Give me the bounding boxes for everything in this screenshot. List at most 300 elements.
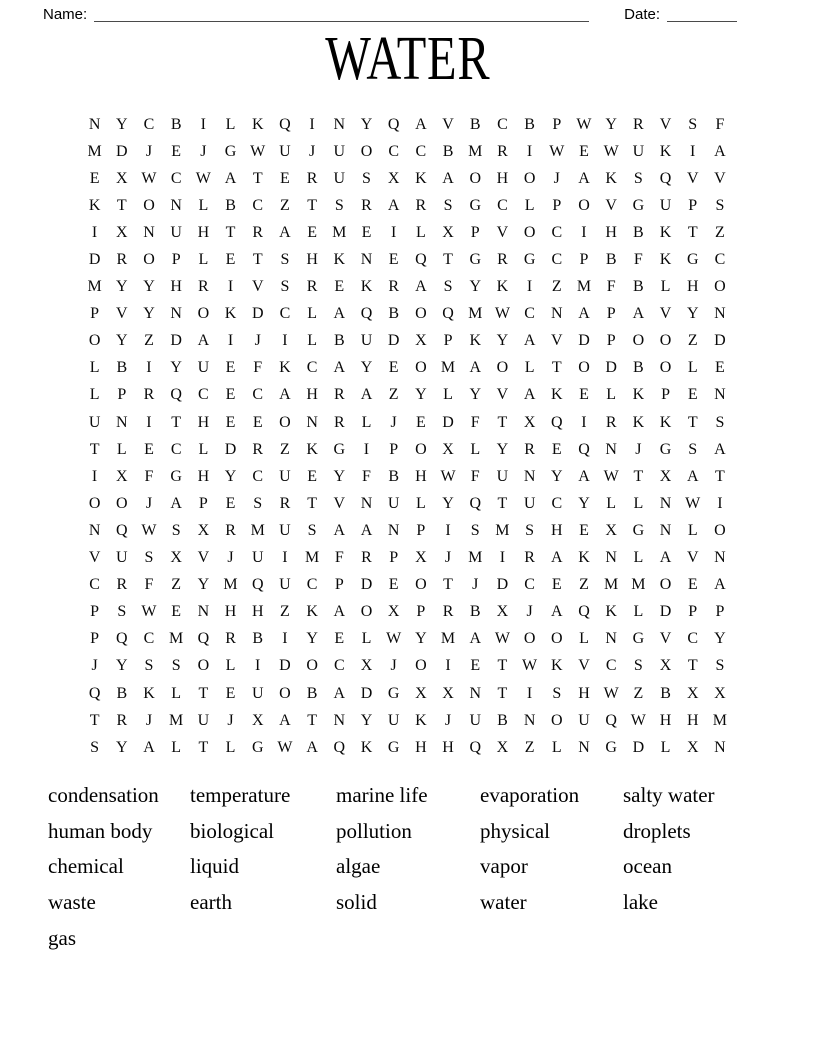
grid-cell: E <box>307 223 317 241</box>
grid-cell: E <box>551 440 562 458</box>
grid-cell: X <box>442 223 454 241</box>
grid-cell: N <box>714 305 726 323</box>
grid-cell: H <box>251 603 264 621</box>
grid-cell: S <box>144 549 154 567</box>
grid-cell: J <box>444 549 452 567</box>
grid-cell: R <box>333 413 345 431</box>
grid-cell: L <box>171 684 182 702</box>
grid-cell: U <box>197 359 210 377</box>
grid-cell: M <box>440 630 456 648</box>
grid-row <box>81 517 734 544</box>
grid-cell: C <box>198 386 209 404</box>
name-label: Name: <box>43 6 88 23</box>
grid-cell: R <box>306 278 318 296</box>
grid-cell: T <box>89 711 100 729</box>
grid-cell: W <box>603 684 619 702</box>
grid-cell: B <box>170 115 182 133</box>
grid-cell: K <box>306 603 318 621</box>
grid-cell: W <box>141 169 157 187</box>
grid-cell: T <box>252 251 263 269</box>
date-label: Date: <box>624 6 660 23</box>
grid-cell: K <box>306 440 318 458</box>
grid-cell: L <box>89 386 100 404</box>
grid-cell: J <box>254 332 261 350</box>
grid-cell: O <box>469 169 481 187</box>
grid-cell: Y <box>116 115 128 133</box>
grid-cell: A <box>714 576 726 594</box>
grid-cell: Q <box>387 115 400 133</box>
grid-cell: Q <box>415 251 427 269</box>
grid-cell: K <box>88 196 101 214</box>
grid-cell: L <box>225 115 236 133</box>
grid-cell: M <box>169 630 184 648</box>
grid-cell: D <box>88 251 101 269</box>
grid-cell: C <box>551 251 563 269</box>
grid-cell: R <box>388 278 399 296</box>
grid-cell: C <box>497 196 508 214</box>
grid-row <box>81 382 734 409</box>
grid-cell: P <box>90 630 100 648</box>
grid-cell: A <box>333 603 346 621</box>
grid-cell: B <box>306 684 318 702</box>
grid-cell: R <box>252 223 264 241</box>
word-list-item: physical <box>480 818 550 843</box>
grid-cell: T <box>307 711 317 729</box>
grid-cell: B <box>497 711 508 729</box>
grid-cell: N <box>714 549 726 567</box>
grid-cell: G <box>605 738 617 756</box>
grid-cell: U <box>333 142 346 160</box>
grid-cell: G <box>469 196 481 214</box>
grid-row <box>81 165 734 192</box>
grid-cell: Y <box>469 386 481 404</box>
grid-cell: E <box>715 359 725 377</box>
word-list-item: algae <box>336 854 381 879</box>
grid-cell: U <box>279 576 291 594</box>
grid-cell: B <box>116 684 128 702</box>
grid-cell: Q <box>442 305 454 323</box>
grid-cell: T <box>687 657 698 675</box>
grid-cell: K <box>659 251 672 269</box>
grid-row <box>81 219 734 246</box>
grid-row <box>81 599 734 626</box>
grid-cell: L <box>198 251 209 269</box>
grid-cell: S <box>171 521 181 539</box>
grid-cell: J <box>472 576 479 594</box>
grid-cell: C <box>605 657 617 675</box>
grid-cell: A <box>632 305 645 323</box>
grid-cell: G <box>469 251 481 269</box>
grid-cell: R <box>252 440 264 458</box>
grid-cell: N <box>387 521 400 539</box>
grid-cell: P <box>443 332 453 350</box>
grid-cell: B <box>225 196 236 214</box>
grid-cell: E <box>388 251 399 269</box>
grid-cell: O <box>523 630 536 648</box>
grid-cell: T <box>551 359 562 377</box>
grid-cell: K <box>659 223 672 241</box>
grid-cell: S <box>144 657 154 675</box>
grid-cell: Y <box>360 359 373 377</box>
grid-cell: O <box>523 223 536 241</box>
grid-cell: W <box>576 115 592 133</box>
grid-cell: K <box>143 684 155 702</box>
grid-cell: M <box>332 223 347 241</box>
grid-cell: A <box>578 169 590 187</box>
grid-cell: J <box>200 142 207 160</box>
grid-cell: M <box>468 549 483 567</box>
grid-cell: Y <box>605 115 617 133</box>
word-list-item: ocean <box>623 854 672 879</box>
grid-cell: X <box>116 467 128 485</box>
grid-cell: E <box>252 413 263 431</box>
grid-cell: H <box>197 413 210 431</box>
grid-cell: B <box>442 142 454 160</box>
grid-cell: C <box>551 494 563 512</box>
grid-cell: D <box>224 440 237 458</box>
grid-cell: R <box>116 251 128 269</box>
grid-cell: J <box>390 413 397 431</box>
grid-cell: E <box>225 359 236 377</box>
grid-cell: C <box>143 115 155 133</box>
grid-cell: O <box>659 332 672 350</box>
grid-cell: F <box>334 549 344 567</box>
grid-cell: H <box>415 738 427 756</box>
grid-cell: A <box>659 549 672 567</box>
grid-cell: T <box>198 684 209 702</box>
grid-cell: O <box>279 684 291 702</box>
grid-cell: R <box>116 576 128 594</box>
grid-cell: I <box>526 684 533 702</box>
grid-cell: C <box>524 576 535 594</box>
grid-cell: Q <box>360 305 373 323</box>
grid-cell: H <box>224 603 237 621</box>
grid-cell: N <box>659 521 672 539</box>
grid-cell: S <box>443 278 453 296</box>
grid-cell: E <box>388 359 399 377</box>
grid-cell: N <box>360 251 373 269</box>
grid-cell: B <box>388 467 399 485</box>
grid-cell: S <box>280 278 290 296</box>
grid-cell: A <box>387 196 400 214</box>
grid-cell: I <box>309 115 315 133</box>
grid-cell: X <box>360 657 373 675</box>
grid-cell: X <box>197 521 210 539</box>
grid-cell: K <box>632 413 645 431</box>
grid-cell: S <box>688 440 698 458</box>
grid-cell: U <box>333 169 346 187</box>
grid-cell: E <box>470 657 481 675</box>
grid-cell: B <box>116 359 128 377</box>
grid-cell: Q <box>197 630 210 648</box>
grid-cell: O <box>523 169 536 187</box>
grid-cell: X <box>659 467 672 485</box>
grid-cell: E <box>388 576 399 594</box>
grid-cell: Y <box>578 494 590 512</box>
word-list-column <box>190 778 336 920</box>
grid-cell: U <box>279 142 291 160</box>
grid-cell: R <box>605 413 617 431</box>
grid-cell: D <box>387 332 400 350</box>
grid-cell: C <box>89 576 100 594</box>
grid-cell: Q <box>170 386 182 404</box>
grid-cell: J <box>227 711 234 729</box>
grid-cell: E <box>361 223 372 241</box>
grid-cell: C <box>143 630 155 648</box>
grid-cell: V <box>251 278 264 296</box>
grid-cell: M <box>712 711 728 729</box>
grid-cell: W <box>141 603 157 621</box>
word-list-item: gas <box>48 925 76 950</box>
grid-cell: P <box>470 223 480 241</box>
grid-cell: B <box>252 630 264 648</box>
grid-cell: H <box>605 223 617 241</box>
grid-cell: L <box>579 630 589 648</box>
grid-cell: N <box>333 115 346 133</box>
grid-cell: U <box>387 494 400 512</box>
grid-cell: R <box>633 115 644 133</box>
grid-cell: E <box>551 576 562 594</box>
grid-cell: I <box>581 413 587 431</box>
grid-cell: U <box>578 711 590 729</box>
grid-cell: M <box>169 711 184 729</box>
grid-cell: C <box>170 169 182 187</box>
grid-cell: C <box>551 223 563 241</box>
grid-cell: I <box>526 278 533 296</box>
word-list-item: evaporation <box>480 783 580 808</box>
grid-cell: Y <box>197 576 210 594</box>
grid-cell: A <box>197 332 210 350</box>
word-list-item: condensation <box>48 783 159 808</box>
grid-cell: Y <box>143 305 155 323</box>
grid-cell: Z <box>280 440 290 458</box>
grid-cell: L <box>415 223 426 241</box>
grid-cell: Y <box>333 467 346 485</box>
grid-cell: V <box>659 305 672 323</box>
grid-cell: I <box>282 332 288 350</box>
grid-cell: P <box>389 440 399 458</box>
grid-cell: U <box>279 467 291 485</box>
grid-cell: E <box>334 630 345 648</box>
grid-cell: V <box>496 386 509 404</box>
grid-cell: V <box>116 305 128 323</box>
grid-cell: I <box>255 657 261 675</box>
grid-cell: T <box>225 223 236 241</box>
grid-cell: A <box>714 440 726 458</box>
grid-cell: L <box>551 738 562 756</box>
grid-cell: I <box>200 115 206 133</box>
grid-cell: G <box>632 521 645 539</box>
grid-cell: D <box>659 603 672 621</box>
grid-cell: K <box>632 386 645 404</box>
grid-cell: H <box>551 521 563 539</box>
grid-cell: C <box>252 467 264 485</box>
grid-cell: D <box>279 657 291 675</box>
grid-cell: I <box>499 549 506 567</box>
grid-cell: N <box>469 684 481 702</box>
grid-cell: I <box>526 142 533 160</box>
grid-cell: E <box>579 142 589 160</box>
grid-cell: E <box>225 251 236 269</box>
grid-cell: S <box>443 196 453 214</box>
grid-cell: X <box>415 549 427 567</box>
grid-cell: K <box>333 251 346 269</box>
grid-cell: E <box>687 576 698 594</box>
grid-cell: L <box>225 657 236 675</box>
grid-cell: E <box>171 142 182 160</box>
grid-cell: Y <box>415 630 427 648</box>
grid-cell: A <box>551 549 563 567</box>
grid-cell: J <box>635 440 642 458</box>
grid-cell: G <box>632 196 645 214</box>
grid-cell: C <box>252 196 264 214</box>
grid-cell: T <box>443 251 453 269</box>
grid-cell: Y <box>469 278 481 296</box>
grid-cell: W <box>630 711 646 729</box>
word-list-item: waste <box>48 890 96 915</box>
grid-cell: G <box>659 440 672 458</box>
date-blank-line <box>667 7 737 22</box>
grid-cell: K <box>659 142 672 160</box>
grid-cell: Y <box>224 467 237 485</box>
grid-cell: M <box>495 521 510 539</box>
grid-cell: R <box>143 386 155 404</box>
grid-cell: T <box>715 467 725 485</box>
grid-cell: X <box>415 332 427 350</box>
grid-cell: F <box>470 413 480 431</box>
grid-cell: L <box>116 440 127 458</box>
grid-cell: A <box>415 278 427 296</box>
grid-cell: D <box>360 576 373 594</box>
grid-cell: U <box>496 467 509 485</box>
grid-cell: L <box>307 305 317 323</box>
grid-cell: N <box>714 386 726 404</box>
grid-cell: Y <box>415 386 427 404</box>
title-wrap <box>0 25 816 93</box>
grid-cell: O <box>360 603 373 621</box>
grid-cell: P <box>90 305 100 323</box>
word-list-item: human body <box>48 818 153 843</box>
grid-row <box>81 680 734 707</box>
grid-cell: V <box>551 332 563 350</box>
grid-cell: L <box>660 738 671 756</box>
grid-cell: I <box>390 223 397 241</box>
grid-row <box>81 138 734 165</box>
grid-cell: D <box>496 576 509 594</box>
grid-cell: T <box>307 494 317 512</box>
grid-cell: D <box>360 684 373 702</box>
grid-cell: I <box>227 278 234 296</box>
grid-cell: A <box>224 169 237 187</box>
grid-cell: W <box>250 142 266 160</box>
grid-cell: P <box>606 305 616 323</box>
grid-cell: K <box>551 657 563 675</box>
grid-cell: W <box>386 630 402 648</box>
grid-cell: B <box>660 684 671 702</box>
grid-cell: U <box>116 549 128 567</box>
grid-cell: K <box>469 332 481 350</box>
grid-cell: K <box>605 603 617 621</box>
grid-cell: J <box>308 142 316 160</box>
grid-cell: K <box>415 711 427 729</box>
grid-cell: C <box>497 115 508 133</box>
header <box>43 7 737 22</box>
grid-cell: R <box>524 440 535 458</box>
grid-cell: Y <box>170 359 182 377</box>
grid-cell: I <box>690 142 696 160</box>
grid-cell: U <box>659 196 672 214</box>
grid-cell: R <box>442 603 454 621</box>
grid-cell: D <box>116 142 128 160</box>
grid-cell: M <box>631 576 646 594</box>
grid-row <box>81 490 734 517</box>
grid-cell: E <box>89 169 100 187</box>
grid-cell: H <box>170 278 182 296</box>
grid-cell: Y <box>551 467 563 485</box>
grid-cell: C <box>306 576 318 594</box>
grid-cell: J <box>227 549 234 567</box>
grid-cell: F <box>715 115 725 133</box>
grid-cell: O <box>578 196 590 214</box>
grid-cell: N <box>116 413 128 431</box>
grid-cell: N <box>605 549 617 567</box>
grid-cell: R <box>524 549 535 567</box>
grid-cell: E <box>579 521 589 539</box>
grid-cell: M <box>250 521 265 539</box>
grid-cell: L <box>198 196 209 214</box>
grid-cell: A <box>143 738 155 756</box>
grid-cell: M <box>304 549 320 567</box>
grid-cell: J <box>145 711 153 729</box>
grid-cell: S <box>525 521 535 539</box>
grid-cell: X <box>116 223 128 241</box>
word-list-item: droplets <box>623 818 691 843</box>
grid-row <box>81 707 734 734</box>
grid-cell: B <box>605 251 617 269</box>
grid-cell: Y <box>496 332 509 350</box>
grid-cell: J <box>390 657 397 675</box>
grid-cell: H <box>659 711 672 729</box>
grid-cell: L <box>198 440 209 458</box>
grid-row <box>81 246 734 273</box>
grid-cell: X <box>387 603 400 621</box>
grid-cell: P <box>416 603 426 621</box>
grid-cell: S <box>362 169 371 187</box>
grid-cell: E <box>171 603 182 621</box>
grid-row <box>81 626 734 653</box>
grid-cell: V <box>496 223 509 241</box>
grid-cell: Y <box>714 630 726 648</box>
grid-cell: O <box>415 305 427 323</box>
grid-cell: A <box>279 711 291 729</box>
grid-cell: T <box>443 576 453 594</box>
grid-cell: T <box>687 413 698 431</box>
grid-cell: E <box>307 467 317 485</box>
grid-cell: V <box>197 549 210 567</box>
grid-cell: W <box>522 657 538 675</box>
grid-cell: X <box>251 711 264 729</box>
grid-cell: Z <box>687 332 698 350</box>
grid-row <box>81 436 734 463</box>
grid-cell: Q <box>116 521 128 539</box>
grid-cell: Y <box>116 738 128 756</box>
grid-cell: W <box>549 142 565 160</box>
grid-cell: K <box>551 386 563 404</box>
grid-cell: P <box>334 576 344 594</box>
grid-cell: X <box>387 169 400 187</box>
grid-cell: S <box>171 657 181 675</box>
grid-cell: N <box>360 494 373 512</box>
